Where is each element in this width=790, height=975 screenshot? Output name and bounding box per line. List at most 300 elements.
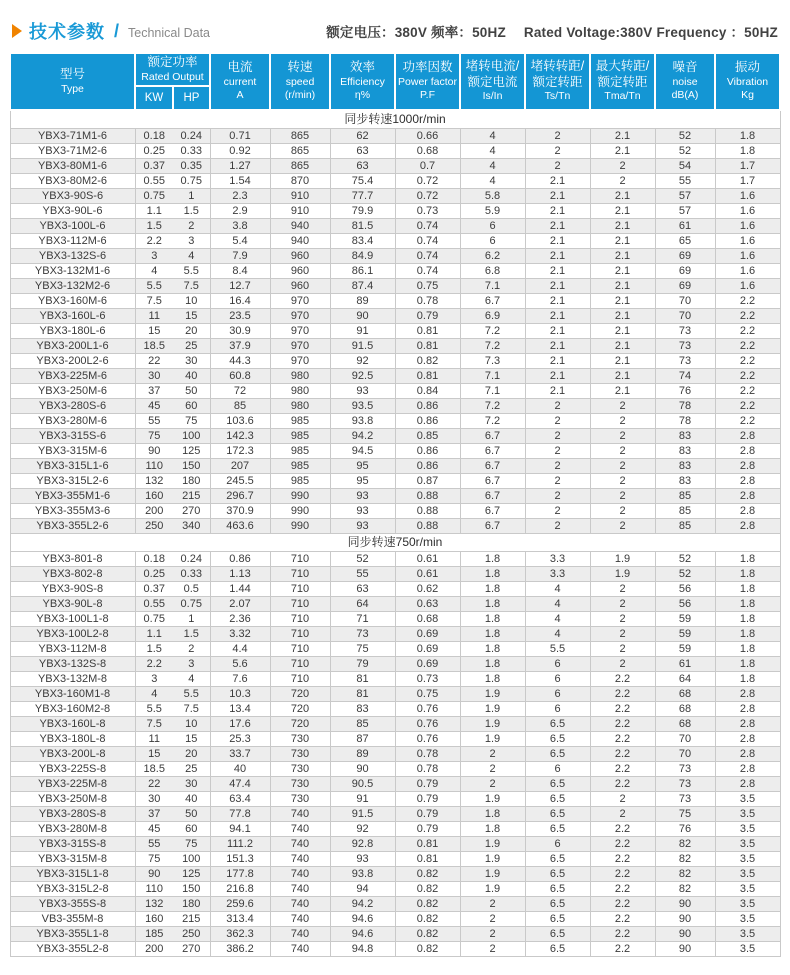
cell-is-in: 1.8 [460,626,525,641]
cell-kw: 0.25 [135,566,173,581]
cell-is-in: 1.9 [460,881,525,896]
cell-kw: 11 [135,308,173,323]
cell-kw: 4 [135,686,173,701]
cell-hp: 0.24 [173,128,210,143]
cell-is-in: 1.9 [460,731,525,746]
cell-ts-tn: 2.1 [525,173,590,188]
cell-efficiency: 92 [330,353,395,368]
col-header-tma-tn: 最大转距/ 额定转距 Tma/Tn [590,53,655,110]
cell-power-factor: 0.74 [395,233,460,248]
cell-type: YBX3-315S-8 [10,836,135,851]
cell-kw: 185 [135,926,173,941]
cell-hp: 150 [173,881,210,896]
cell-is-in: 1.8 [460,611,525,626]
cell-efficiency: 93.8 [330,866,395,881]
cell-speed: 970 [270,308,330,323]
cell-speed: 720 [270,686,330,701]
cell-current: 0.86 [210,551,270,566]
cell-current: 2.36 [210,611,270,626]
cell-type: YBX3-280M-6 [10,413,135,428]
cell-efficiency: 92.5 [330,368,395,383]
cell-kw: 110 [135,458,173,473]
cell-current: 103.6 [210,413,270,428]
cell-is-in: 2 [460,746,525,761]
cell-kw: 0.75 [135,611,173,626]
section-label: 同步转速750r/min [10,533,780,551]
cell-noise: 52 [655,128,715,143]
title-zh: 技术参数 [29,22,105,42]
cell-hp: 4 [173,248,210,263]
cell-speed: 740 [270,941,330,956]
cell-kw: 45 [135,398,173,413]
cell-type: YBX3-132M-8 [10,671,135,686]
cell-tma-tn: 2 [590,158,655,173]
cell-noise: 73 [655,323,715,338]
cell-tma-tn: 1.9 [590,566,655,581]
cell-current: 40 [210,761,270,776]
cell-is-in: 1.9 [460,866,525,881]
col-header-rated-output: 额定功率 Rated Output [135,53,210,86]
cell-ts-tn: 3.3 [525,566,590,581]
cell-current: 47.4 [210,776,270,791]
cell-hp: 40 [173,368,210,383]
table-header [10,53,780,110]
table-row [10,203,780,218]
cell-noise: 83 [655,428,715,443]
cell-kw: 22 [135,776,173,791]
cell-tma-tn: 2 [590,626,655,641]
cell-efficiency: 94.6 [330,926,395,941]
cell-power-factor: 0.69 [395,641,460,656]
cell-tma-tn: 2.2 [590,701,655,716]
cell-tma-tn: 2.1 [590,188,655,203]
cell-ts-tn: 2.1 [525,188,590,203]
cell-efficiency: 94.2 [330,896,395,911]
cell-is-in: 6.8 [460,263,525,278]
cell-is-in: 1.9 [460,701,525,716]
cell-tma-tn: 2 [590,791,655,806]
cell-ts-tn: 2.1 [525,218,590,233]
cell-tma-tn: 2 [590,656,655,671]
cell-is-in: 1.9 [460,686,525,701]
cell-power-factor: 0.82 [395,881,460,896]
cell-type: YBX3-280S-6 [10,398,135,413]
cell-noise: 68 [655,701,715,716]
cell-is-in: 1.8 [460,566,525,581]
table-row [10,503,780,518]
cell-hp: 2 [173,641,210,656]
cell-kw: 11 [135,731,173,746]
table-row [10,278,780,293]
cell-noise: 52 [655,143,715,158]
cell-power-factor: 0.72 [395,173,460,188]
cell-vibration: 2.8 [715,731,780,746]
cell-power-factor: 0.86 [395,443,460,458]
cell-ts-tn: 4 [525,581,590,596]
cell-vibration: 2.2 [715,398,780,413]
cell-is-in: 2 [460,941,525,956]
cell-power-factor: 0.68 [395,611,460,626]
cell-type: YBX3-315L1-8 [10,866,135,881]
cell-power-factor: 0.82 [395,353,460,368]
cell-vibration: 1.6 [715,188,780,203]
cell-current: 1.27 [210,158,270,173]
cell-kw: 1.1 [135,626,173,641]
table-row [10,731,780,746]
cell-type: YBX3-160M-6 [10,293,135,308]
cell-hp: 180 [173,473,210,488]
table-row [10,293,780,308]
cell-efficiency: 93 [330,851,395,866]
cell-efficiency: 62 [330,128,395,143]
cell-hp: 30 [173,353,210,368]
cell-hp: 340 [173,518,210,533]
cell-vibration: 2.8 [715,428,780,443]
cell-is-in: 6.7 [460,293,525,308]
cell-vibration: 2.2 [715,308,780,323]
cell-tma-tn: 2.1 [590,383,655,398]
page-header [0,0,790,52]
cell-efficiency: 83 [330,701,395,716]
cell-hp: 0.75 [173,596,210,611]
cell-is-in: 6.9 [460,308,525,323]
cell-power-factor: 0.78 [395,746,460,761]
cell-kw: 0.18 [135,128,173,143]
cell-is-in: 4 [460,158,525,173]
cell-efficiency: 55 [330,566,395,581]
cell-current: 216.8 [210,881,270,896]
cell-kw: 75 [135,428,173,443]
cell-speed: 970 [270,323,330,338]
cell-tma-tn: 2 [590,641,655,656]
cell-efficiency: 93 [330,383,395,398]
cell-power-factor: 0.79 [395,776,460,791]
cell-tma-tn: 2.2 [590,761,655,776]
cell-efficiency: 81 [330,671,395,686]
cell-tma-tn: 2.1 [590,233,655,248]
cell-kw: 2.2 [135,656,173,671]
cell-tma-tn: 2.2 [590,836,655,851]
cell-tma-tn: 2 [590,458,655,473]
cell-is-in: 1.9 [460,791,525,806]
cell-kw: 3 [135,671,173,686]
cell-speed: 710 [270,641,330,656]
cell-power-factor: 0.88 [395,518,460,533]
cell-is-in: 2 [460,896,525,911]
cell-tma-tn: 2.2 [590,686,655,701]
cell-tma-tn: 2.2 [590,671,655,686]
cell-hp: 60 [173,821,210,836]
cell-vibration: 3.5 [715,851,780,866]
cell-speed: 710 [270,581,330,596]
section-label-row [10,110,780,129]
cell-kw: 0.37 [135,158,173,173]
cell-speed: 720 [270,716,330,731]
cell-speed: 865 [270,128,330,143]
cell-vibration: 1.6 [715,233,780,248]
cell-tma-tn: 2 [590,173,655,188]
cell-type: YBX3-315L2-8 [10,881,135,896]
cell-type: YBX3-250M-8 [10,791,135,806]
table-row [10,566,780,581]
cell-ts-tn: 6.5 [525,851,590,866]
cell-tma-tn: 2 [590,473,655,488]
cell-tma-tn: 2.1 [590,278,655,293]
cell-vibration: 2.8 [715,761,780,776]
cell-current: 13.4 [210,701,270,716]
cell-noise: 76 [655,383,715,398]
cell-power-factor: 0.74 [395,263,460,278]
cell-ts-tn: 6 [525,671,590,686]
cell-noise: 57 [655,203,715,218]
cell-tma-tn: 2.2 [590,731,655,746]
cell-current: 94.1 [210,821,270,836]
cell-power-factor: 0.74 [395,218,460,233]
cell-vibration: 3.5 [715,836,780,851]
cell-noise: 61 [655,218,715,233]
cell-noise: 90 [655,911,715,926]
cell-efficiency: 89 [330,746,395,761]
cell-vibration: 2.8 [715,503,780,518]
cell-noise: 56 [655,596,715,611]
cell-ts-tn: 3.3 [525,551,590,566]
cell-type: YBX3-315L1-6 [10,458,135,473]
cell-power-factor: 0.75 [395,686,460,701]
cell-efficiency: 91 [330,323,395,338]
cell-hp: 100 [173,428,210,443]
cell-power-factor: 0.88 [395,488,460,503]
table-row [10,911,780,926]
cell-current: 23.5 [210,308,270,323]
cell-tma-tn: 2.1 [590,353,655,368]
cell-noise: 73 [655,338,715,353]
cell-type: YBX3-71M1-6 [10,128,135,143]
cell-efficiency: 94 [330,881,395,896]
cell-vibration: 3.5 [715,941,780,956]
cell-speed: 740 [270,926,330,941]
cell-ts-tn: 2 [525,518,590,533]
cell-noise: 85 [655,503,715,518]
table-row [10,158,780,173]
col-header-is-in: 堵转电流/ 额定电流 Is/In [460,53,525,110]
cell-noise: 64 [655,671,715,686]
cell-ts-tn: 2.1 [525,293,590,308]
cell-noise: 76 [655,821,715,836]
cell-noise: 68 [655,686,715,701]
cell-ts-tn: 4 [525,626,590,641]
cell-efficiency: 94.6 [330,911,395,926]
cell-vibration: 1.8 [715,626,780,641]
cell-is-in: 7.2 [460,338,525,353]
cell-power-factor: 0.63 [395,596,460,611]
cell-noise: 69 [655,248,715,263]
cell-speed: 730 [270,746,330,761]
table-row [10,458,780,473]
cell-hp: 10 [173,293,210,308]
cell-is-in: 7.2 [460,413,525,428]
cell-ts-tn: 2.1 [525,308,590,323]
cell-type: YBX3-100L1-8 [10,611,135,626]
cell-hp: 125 [173,443,210,458]
cell-tma-tn: 1.9 [590,551,655,566]
cell-noise: 61 [655,656,715,671]
cell-efficiency: 75.4 [330,173,395,188]
cell-vibration: 2.2 [715,368,780,383]
cell-speed: 720 [270,701,330,716]
cell-speed: 730 [270,791,330,806]
cell-kw: 0.18 [135,551,173,566]
cell-vibration: 2.2 [715,293,780,308]
cell-efficiency: 73 [330,626,395,641]
cell-kw: 15 [135,323,173,338]
cell-speed: 710 [270,656,330,671]
cell-hp: 20 [173,323,210,338]
cell-hp: 5.5 [173,686,210,701]
cell-type: YBX3-355L1-8 [10,926,135,941]
cell-speed: 710 [270,596,330,611]
cell-efficiency: 91.5 [330,338,395,353]
cell-is-in: 1.9 [460,716,525,731]
cell-power-factor: 0.68 [395,143,460,158]
cell-vibration: 1.6 [715,263,780,278]
table-row [10,128,780,143]
cell-ts-tn: 2.1 [525,353,590,368]
cell-is-in: 6.7 [460,443,525,458]
cell-speed: 740 [270,806,330,821]
table-row [10,263,780,278]
cell-type: YBX3-100L2-8 [10,626,135,641]
cell-current: 5.4 [210,233,270,248]
cell-power-factor: 0.81 [395,368,460,383]
cell-vibration: 1.6 [715,218,780,233]
cell-current: 2.07 [210,596,270,611]
cell-kw: 55 [135,413,173,428]
cell-current: 2.9 [210,203,270,218]
cell-speed: 740 [270,881,330,896]
cell-power-factor: 0.79 [395,806,460,821]
cell-tma-tn: 2 [590,443,655,458]
cell-speed: 970 [270,353,330,368]
arrow-icon [12,24,22,38]
cell-type: YBX3-801-8 [10,551,135,566]
cell-type: YBX3-90L-6 [10,203,135,218]
technical-data-table [9,52,781,957]
cell-power-factor: 0.72 [395,188,460,203]
cell-type: YBX3-280M-8 [10,821,135,836]
cell-efficiency: 77.7 [330,188,395,203]
cell-tma-tn: 2.2 [590,926,655,941]
cell-vibration: 1.6 [715,203,780,218]
cell-speed: 980 [270,383,330,398]
cell-tma-tn: 2.1 [590,338,655,353]
cell-is-in: 1.8 [460,641,525,656]
table-row [10,851,780,866]
cell-vibration: 1.8 [715,566,780,581]
cell-vibration: 3.5 [715,881,780,896]
cell-ts-tn: 6.5 [525,806,590,821]
cell-ts-tn: 2 [525,473,590,488]
cell-speed: 985 [270,443,330,458]
table-row [10,428,780,443]
cell-kw: 7.5 [135,716,173,731]
cell-vibration: 1.7 [715,173,780,188]
table-row [10,323,780,338]
cell-kw: 0.25 [135,143,173,158]
cell-ts-tn: 6.5 [525,731,590,746]
cell-hp: 0.33 [173,143,210,158]
cell-efficiency: 63 [330,581,395,596]
cell-ts-tn: 6.5 [525,911,590,926]
cell-speed: 970 [270,293,330,308]
cell-tma-tn: 2.1 [590,203,655,218]
cell-type: YBX3-355S-8 [10,896,135,911]
cell-is-in: 1.9 [460,851,525,866]
cell-noise: 90 [655,896,715,911]
cell-current: 25.3 [210,731,270,746]
cell-type: YBX3-200L-8 [10,746,135,761]
cell-type: YBX3-112M-8 [10,641,135,656]
cell-hp: 5.5 [173,263,210,278]
cell-hp: 7.5 [173,278,210,293]
cell-ts-tn: 2 [525,398,590,413]
table-row [10,233,780,248]
cell-is-in: 7.1 [460,383,525,398]
cell-hp: 215 [173,488,210,503]
cell-vibration: 2.8 [715,473,780,488]
cell-hp: 25 [173,338,210,353]
cell-current: 0.71 [210,128,270,143]
cell-efficiency: 85 [330,716,395,731]
cell-kw: 1.5 [135,641,173,656]
cell-power-factor: 0.76 [395,716,460,731]
cell-hp: 0.33 [173,566,210,581]
cell-ts-tn: 6 [525,701,590,716]
cell-tma-tn: 2.2 [590,866,655,881]
table-row [10,881,780,896]
cell-kw: 4 [135,263,173,278]
cell-power-factor: 0.73 [395,671,460,686]
cell-efficiency: 64 [330,596,395,611]
cell-is-in: 1.8 [460,581,525,596]
cell-kw: 0.75 [135,188,173,203]
cell-kw: 250 [135,518,173,533]
cell-noise: 56 [655,581,715,596]
cell-ts-tn: 2.1 [525,278,590,293]
cell-current: 313.4 [210,911,270,926]
cell-current: 10.3 [210,686,270,701]
cell-hp: 250 [173,926,210,941]
cell-noise: 70 [655,731,715,746]
cell-tma-tn: 2.1 [590,128,655,143]
cell-ts-tn: 6.5 [525,791,590,806]
cell-type: YBX3-200L2-6 [10,353,135,368]
cell-current: 60.8 [210,368,270,383]
cell-efficiency: 81.5 [330,218,395,233]
table-row [10,701,780,716]
cell-type: YBX3-112M-6 [10,233,135,248]
cell-ts-tn: 2 [525,128,590,143]
cell-is-in: 1.8 [460,656,525,671]
cell-is-in: 6.7 [460,488,525,503]
table-row [10,641,780,656]
cell-tma-tn: 2.2 [590,776,655,791]
cell-ts-tn: 6.5 [525,716,590,731]
cell-hp: 2 [173,218,210,233]
table-row [10,338,780,353]
cell-noise: 55 [655,173,715,188]
table-row [10,866,780,881]
cell-noise: 78 [655,398,715,413]
